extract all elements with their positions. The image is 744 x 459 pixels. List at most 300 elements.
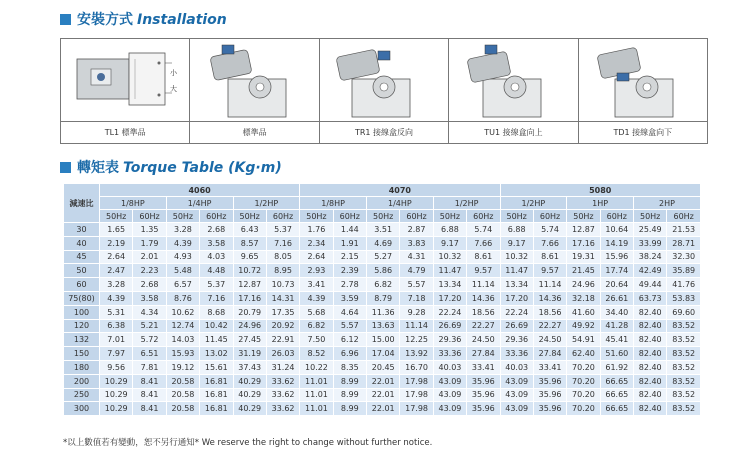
- torque-value-cell: 26.61: [600, 291, 633, 305]
- torque-value-cell: 10.32: [500, 250, 533, 264]
- torque-value-cell: 1.65: [100, 223, 133, 237]
- table-row: [64, 333, 701, 347]
- torque-value-cell: 43.09: [433, 402, 466, 416]
- frequency-header: 60Hz: [133, 210, 166, 223]
- torque-value-cell: 5.74: [467, 223, 500, 237]
- torque-table-body: [64, 223, 701, 416]
- torque-value-cell: 6.57: [166, 278, 199, 292]
- torque-value-cell: 11.45: [200, 333, 233, 347]
- torque-value-cell: 8.99: [333, 402, 366, 416]
- torque-value-cell: 1.76: [300, 223, 333, 237]
- torque-value-cell: 40.29: [233, 402, 266, 416]
- torque-value-cell: 11.47: [433, 264, 466, 278]
- torque-value-cell: 10.32: [433, 250, 466, 264]
- torque-value-cell: 31.19: [233, 347, 266, 361]
- torque-value-cell: 8.41: [133, 402, 166, 416]
- torque-value-cell: 4.64: [333, 305, 366, 319]
- torque-value-cell: 16.81: [200, 402, 233, 416]
- torque-value-cell: 14.31: [266, 291, 299, 305]
- frequency-header: 50Hz: [433, 210, 466, 223]
- torque-value-cell: 6.88: [500, 223, 533, 237]
- ratio-cell: 60: [64, 278, 100, 292]
- install-cell-tu1: [448, 38, 577, 144]
- torque-value-cell: 17.98: [400, 374, 433, 388]
- torque-value-cell: 10.29: [100, 402, 133, 416]
- torque-value-cell: 21.45: [567, 264, 600, 278]
- torque-value-cell: 82.40: [634, 333, 667, 347]
- table-row: [64, 347, 701, 361]
- torque-value-cell: 5.48: [166, 264, 199, 278]
- torque-value-cell: 8.57: [233, 236, 266, 250]
- torque-value-cell: 69.60: [667, 305, 701, 319]
- ratio-cell: 150: [64, 347, 100, 361]
- torque-value-cell: 41.76: [667, 278, 701, 292]
- gear-motor-tr1-image: [328, 43, 438, 121]
- gear-motor-tu1-image: [457, 43, 567, 121]
- frequency-header: 60Hz: [333, 210, 366, 223]
- torque-value-cell: 6.82: [300, 319, 333, 333]
- torque-value-cell: 31.24: [266, 360, 299, 374]
- torque-value-cell: 2.68: [200, 223, 233, 237]
- torque-value-cell: 43.09: [433, 388, 466, 402]
- torque-value-cell: 20.92: [266, 319, 299, 333]
- torque-value-cell: 3.59: [333, 291, 366, 305]
- torque-value-cell: 22.01: [367, 402, 400, 416]
- torque-value-cell: 1.44: [333, 223, 366, 237]
- torque-value-cell: 22.24: [433, 305, 466, 319]
- install-cell-tr1: [319, 38, 448, 144]
- torque-value-cell: 35.96: [533, 374, 566, 388]
- power-header: 1/2HP: [500, 197, 567, 210]
- torque-value-cell: 5.86: [367, 264, 400, 278]
- torque-value-cell: 13.02: [200, 347, 233, 361]
- torque-value-cell: 43.09: [500, 388, 533, 402]
- frequency-header: 50Hz: [100, 210, 133, 223]
- torque-value-cell: 28.71: [667, 236, 701, 250]
- torque-value-cell: 83.52: [667, 333, 701, 347]
- torque-value-cell: 3.83: [400, 236, 433, 250]
- torque-value-cell: 3.41: [300, 278, 333, 292]
- installation-title-en: Installation: [137, 12, 227, 28]
- caption-standard: 標準品: [190, 121, 318, 143]
- torque-value-cell: 6.51: [133, 347, 166, 361]
- install-cell-tl1: [60, 38, 189, 144]
- ratio-cell: 132: [64, 333, 100, 347]
- torque-value-cell: 4.03: [200, 250, 233, 264]
- torque-value-cell: 2.87: [400, 223, 433, 237]
- torque-value-cell: 2.68: [133, 278, 166, 292]
- torque-value-cell: 4.69: [367, 236, 400, 250]
- torque-value-cell: 17.04: [367, 347, 400, 361]
- torque-title: [60, 157, 282, 177]
- torque-value-cell: 14.36: [533, 291, 566, 305]
- torque-value-cell: 17.98: [400, 388, 433, 402]
- torque-value-cell: 8.05: [266, 250, 299, 264]
- torque-value-cell: 83.52: [667, 319, 701, 333]
- table-row: [64, 360, 701, 374]
- torque-value-cell: 11.14: [400, 319, 433, 333]
- torque-value-cell: 5.27: [367, 250, 400, 264]
- footnote: *以上數值若有變動，恕不另行通知* We reserve the right to change without further notice.: [63, 438, 433, 448]
- torque-value-cell: 34.40: [600, 305, 633, 319]
- model-header: 5080: [500, 184, 701, 197]
- torque-value-cell: 8.61: [533, 250, 566, 264]
- table-row: [64, 250, 701, 264]
- torque-value-cell: 2.39: [333, 264, 366, 278]
- torque-value-cell: 2.78: [333, 278, 366, 292]
- torque-value-cell: 19.12: [166, 360, 199, 374]
- torque-value-cell: 22.01: [367, 374, 400, 388]
- torque-value-cell: 2.01: [133, 250, 166, 264]
- torque-value-cell: 61.92: [600, 360, 633, 374]
- torque-value-cell: 22.01: [367, 388, 400, 402]
- frequency-header: 50Hz: [233, 210, 266, 223]
- torque-value-cell: 10.72: [233, 264, 266, 278]
- label-large: 大: [170, 85, 177, 93]
- torque-value-cell: 8.41: [133, 388, 166, 402]
- torque-value-cell: 29.36: [500, 333, 533, 347]
- torque-value-cell: 33.36: [500, 347, 533, 361]
- ratio-cell: 45: [64, 250, 100, 264]
- frequency-header: 50Hz: [367, 210, 400, 223]
- torque-value-cell: 3.58: [200, 236, 233, 250]
- torque-value-cell: 5.68: [300, 305, 333, 319]
- torque-value-cell: 27.84: [533, 347, 566, 361]
- torque-value-cell: 8.61: [467, 250, 500, 264]
- table-row: [64, 278, 701, 292]
- frequency-header: 60Hz: [600, 210, 633, 223]
- frequency-header: 60Hz: [200, 210, 233, 223]
- torque-value-cell: 43.09: [433, 374, 466, 388]
- torque-value-cell: 5.37: [266, 223, 299, 237]
- torque-value-cell: 10.73: [266, 278, 299, 292]
- torque-value-cell: 83.52: [667, 388, 701, 402]
- torque-value-cell: 22.24: [500, 305, 533, 319]
- torque-value-cell: 2.15: [333, 250, 366, 264]
- power-header: 1/8HP: [300, 197, 367, 210]
- torque-value-cell: 66.65: [600, 374, 633, 388]
- torque-value-cell: 4.48: [200, 264, 233, 278]
- torque-value-cell: 27.84: [467, 347, 500, 361]
- torque-value-cell: 11.01: [300, 402, 333, 416]
- torque-value-cell: 70.20: [567, 360, 600, 374]
- caption-tl1: TL1 標準品: [61, 121, 189, 143]
- ratio-cell: 120: [64, 319, 100, 333]
- table-row: [64, 236, 701, 250]
- torque-value-cell: 16.81: [200, 388, 233, 402]
- frequency-header: 50Hz: [300, 210, 333, 223]
- torque-value-cell: 33.62: [266, 388, 299, 402]
- torque-value-cell: 7.18: [400, 291, 433, 305]
- caption-tu1: TU1 接線盒向上: [449, 121, 577, 143]
- torque-value-cell: 17.74: [600, 264, 633, 278]
- torque-value-cell: 19.31: [567, 250, 600, 264]
- torque-value-cell: 11.14: [533, 278, 566, 292]
- torque-value-cell: 9.17: [500, 236, 533, 250]
- torque-value-cell: 6.88: [433, 223, 466, 237]
- torque-value-cell: 5.57: [333, 319, 366, 333]
- torque-value-cell: 63.73: [634, 291, 667, 305]
- model-header: 4070: [300, 184, 500, 197]
- torque-value-cell: 40.03: [433, 360, 466, 374]
- table-row: [64, 402, 701, 416]
- torque-value-cell: 82.40: [634, 305, 667, 319]
- table-row: [64, 291, 701, 305]
- install-cell-standard: [189, 38, 318, 144]
- torque-value-cell: 20.64: [600, 278, 633, 292]
- torque-value-cell: 10.42: [200, 319, 233, 333]
- torque-value-cell: 12.87: [233, 278, 266, 292]
- gear-motor-standard-image: [198, 43, 308, 121]
- torque-value-cell: 6.82: [367, 278, 400, 292]
- torque-value-cell: 15.93: [166, 347, 199, 361]
- torque-value-cell: 10.29: [100, 388, 133, 402]
- torque-value-cell: 17.98: [400, 402, 433, 416]
- torque-value-cell: 33.99: [634, 236, 667, 250]
- frequency-header: 50Hz: [634, 210, 667, 223]
- torque-value-cell: 33.41: [533, 360, 566, 374]
- torque-value-cell: 18.56: [533, 305, 566, 319]
- torque-value-cell: 7.16: [266, 236, 299, 250]
- torque-value-cell: 6.12: [333, 333, 366, 347]
- torque-value-cell: 5.21: [133, 319, 166, 333]
- torque-value-cell: 11.01: [300, 388, 333, 402]
- torque-value-cell: 13.92: [400, 347, 433, 361]
- torque-value-cell: 83.52: [667, 374, 701, 388]
- torque-value-cell: 32.18: [567, 291, 600, 305]
- torque-value-cell: 26.69: [433, 319, 466, 333]
- torque-value-cell: 7.81: [133, 360, 166, 374]
- torque-value-cell: 35.96: [533, 388, 566, 402]
- torque-value-cell: 32.30: [667, 250, 701, 264]
- torque-value-cell: 13.34: [500, 278, 533, 292]
- torque-value-cell: 3.58: [133, 291, 166, 305]
- torque-value-cell: 82.40: [634, 402, 667, 416]
- motor-side-view-image: [69, 43, 179, 121]
- torque-value-cell: 33.62: [266, 402, 299, 416]
- torque-value-cell: 11.01: [300, 374, 333, 388]
- torque-value-cell: 9.56: [100, 360, 133, 374]
- torque-value-cell: 9.57: [467, 264, 500, 278]
- torque-value-cell: 83.52: [667, 402, 701, 416]
- torque-value-cell: 17.35: [266, 305, 299, 319]
- torque-value-cell: 49.92: [567, 319, 600, 333]
- torque-value-cell: 7.01: [100, 333, 133, 347]
- ratio-cell: 75(80): [64, 291, 100, 305]
- torque-value-cell: 40.29: [233, 374, 266, 388]
- torque-value-cell: 83.52: [667, 347, 701, 361]
- caption-tr1: TR1 接線盒反向: [320, 121, 448, 143]
- torque-value-cell: 11.14: [467, 278, 500, 292]
- torque-value-cell: 10.62: [166, 305, 199, 319]
- torque-value-cell: 11.47: [500, 264, 533, 278]
- torque-value-cell: 43.09: [500, 402, 533, 416]
- torque-value-cell: 4.31: [400, 250, 433, 264]
- frequency-header: 50Hz: [166, 210, 199, 223]
- torque-value-cell: 35.89: [667, 264, 701, 278]
- torque-value-cell: 7.66: [467, 236, 500, 250]
- torque-value-cell: 42.49: [634, 264, 667, 278]
- torque-value-cell: 82.40: [634, 374, 667, 388]
- torque-value-cell: 9.65: [233, 250, 266, 264]
- frequency-header: 60Hz: [533, 210, 566, 223]
- torque-value-cell: 27.45: [233, 333, 266, 347]
- torque-value-cell: 20.58: [166, 374, 199, 388]
- torque-value-cell: 20.58: [166, 402, 199, 416]
- table-row: [64, 305, 701, 319]
- ratio-cell: 250: [64, 388, 100, 402]
- torque-value-cell: 8.95: [266, 264, 299, 278]
- torque-value-cell: 22.91: [266, 333, 299, 347]
- torque-value-cell: 6.43: [233, 223, 266, 237]
- torque-value-cell: 1.35: [133, 223, 166, 237]
- torque-value-cell: 4.39: [300, 291, 333, 305]
- torque-value-cell: 82.40: [634, 360, 667, 374]
- power-header: 1/8HP: [100, 197, 167, 210]
- ratio-cell: 200: [64, 374, 100, 388]
- torque-value-cell: 5.72: [133, 333, 166, 347]
- torque-value-cell: 8.99: [333, 388, 366, 402]
- frequency-header: 60Hz: [266, 210, 299, 223]
- torque-title-cn: 轉矩表: [77, 160, 119, 176]
- torque-value-cell: 2.34: [300, 236, 333, 250]
- torque-value-cell: 4.93: [166, 250, 199, 264]
- torque-value-cell: 17.20: [500, 291, 533, 305]
- torque-value-cell: 13.34: [433, 278, 466, 292]
- torque-value-cell: 62.40: [567, 347, 600, 361]
- torque-value-cell: 4.39: [100, 291, 133, 305]
- torque-value-cell: 54.91: [567, 333, 600, 347]
- torque-value-cell: 29.36: [433, 333, 466, 347]
- torque-value-cell: 41.60: [567, 305, 600, 319]
- torque-value-cell: 8.99: [333, 374, 366, 388]
- torque-value-cell: 33.36: [433, 347, 466, 361]
- torque-value-cell: 11.36: [367, 305, 400, 319]
- torque-value-cell: 1.91: [333, 236, 366, 250]
- caption-td1: TD1 接線盒向下: [579, 121, 707, 143]
- torque-value-cell: 66.65: [600, 388, 633, 402]
- torque-value-cell: 4.79: [400, 264, 433, 278]
- torque-value-cell: 1.79: [133, 236, 166, 250]
- torque-value-cell: 2.19: [100, 236, 133, 250]
- torque-value-cell: 13.63: [367, 319, 400, 333]
- torque-value-cell: 14.36: [467, 291, 500, 305]
- power-header: 2HP: [634, 197, 701, 210]
- torque-value-cell: 51.60: [600, 347, 633, 361]
- torque-value-cell: 4.39: [166, 236, 199, 250]
- torque-value-cell: 35.96: [467, 374, 500, 388]
- torque-value-cell: 5.37: [200, 278, 233, 292]
- model-header: 4060: [100, 184, 300, 197]
- torque-value-cell: 6.38: [100, 319, 133, 333]
- ratio-cell: 300: [64, 402, 100, 416]
- torque-value-cell: 14.19: [600, 236, 633, 250]
- torque-value-cell: 2.93: [300, 264, 333, 278]
- torque-value-cell: 24.96: [567, 278, 600, 292]
- torque-value-cell: 40.29: [233, 388, 266, 402]
- torque-value-cell: 22.27: [467, 319, 500, 333]
- power-header: 1/2HP: [233, 197, 300, 210]
- torque-value-cell: 9.28: [400, 305, 433, 319]
- torque-value-cell: 12.74: [166, 319, 199, 333]
- torque-value-cell: 3.28: [100, 278, 133, 292]
- table-row: [64, 319, 701, 333]
- installation-title: [60, 9, 227, 29]
- torque-value-cell: 70.20: [567, 388, 600, 402]
- torque-value-cell: 24.50: [467, 333, 500, 347]
- torque-value-cell: 15.61: [200, 360, 233, 374]
- torque-value-cell: 66.65: [600, 402, 633, 416]
- torque-value-cell: 8.52: [300, 347, 333, 361]
- torque-value-cell: 70.20: [567, 374, 600, 388]
- frequency-header: 60Hz: [400, 210, 433, 223]
- torque-value-cell: 82.40: [634, 319, 667, 333]
- torque-value-cell: 9.57: [533, 264, 566, 278]
- torque-value-cell: 53.83: [667, 291, 701, 305]
- torque-value-cell: 83.52: [667, 360, 701, 374]
- table-row: [64, 374, 701, 388]
- model-header-row: [64, 184, 701, 197]
- torque-value-cell: 16.81: [200, 374, 233, 388]
- frequency-header: 50Hz: [567, 210, 600, 223]
- torque-value-cell: 70.20: [567, 402, 600, 416]
- table-row: [64, 388, 701, 402]
- torque-value-cell: 35.96: [467, 388, 500, 402]
- square-bullet-icon: [60, 14, 71, 25]
- torque-title-en: Torque Table (Kg·m): [123, 160, 282, 176]
- torque-value-cell: 24.50: [533, 333, 566, 347]
- torque-value-cell: 24.96: [233, 319, 266, 333]
- torque-value-cell: 8.41: [133, 374, 166, 388]
- torque-value-cell: 17.16: [567, 236, 600, 250]
- power-header: 1HP: [567, 197, 634, 210]
- ratio-cell: 50: [64, 264, 100, 278]
- installation-title-cn: 安裝方式: [77, 12, 133, 28]
- power-header: 1/2HP: [433, 197, 500, 210]
- torque-value-cell: 10.22: [300, 360, 333, 374]
- torque-value-cell: 2.47: [100, 264, 133, 278]
- power-header-row: [64, 197, 701, 210]
- gear-motor-td1-image: [587, 43, 697, 121]
- torque-value-cell: 41.28: [600, 319, 633, 333]
- torque-value-cell: 20.79: [233, 305, 266, 319]
- torque-value-cell: 40.03: [500, 360, 533, 374]
- torque-value-cell: 5.57: [400, 278, 433, 292]
- torque-value-cell: 82.40: [634, 388, 667, 402]
- torque-value-cell: 35.96: [533, 402, 566, 416]
- torque-value-cell: 15.96: [600, 250, 633, 264]
- torque-value-cell: 35.96: [467, 402, 500, 416]
- torque-value-cell: 3.51: [367, 223, 400, 237]
- torque-value-cell: 4.34: [133, 305, 166, 319]
- frequency-header: 60Hz: [467, 210, 500, 223]
- torque-value-cell: 10.29: [100, 374, 133, 388]
- torque-value-cell: 17.16: [233, 291, 266, 305]
- ratio-cell: 100: [64, 305, 100, 319]
- torque-value-cell: 10.64: [600, 223, 633, 237]
- frequency-header: 60Hz: [667, 210, 701, 223]
- torque-value-cell: 38.24: [634, 250, 667, 264]
- power-header: 1/4HP: [367, 197, 434, 210]
- power-header: 1/4HP: [166, 197, 233, 210]
- torque-value-cell: 2.64: [300, 250, 333, 264]
- torque-value-cell: 12.87: [567, 223, 600, 237]
- ratio-cell: 30: [64, 223, 100, 237]
- torque-value-cell: 18.56: [467, 305, 500, 319]
- torque-value-cell: 3.28: [166, 223, 199, 237]
- torque-value-cell: 2.64: [100, 250, 133, 264]
- frequency-header: 50Hz: [500, 210, 533, 223]
